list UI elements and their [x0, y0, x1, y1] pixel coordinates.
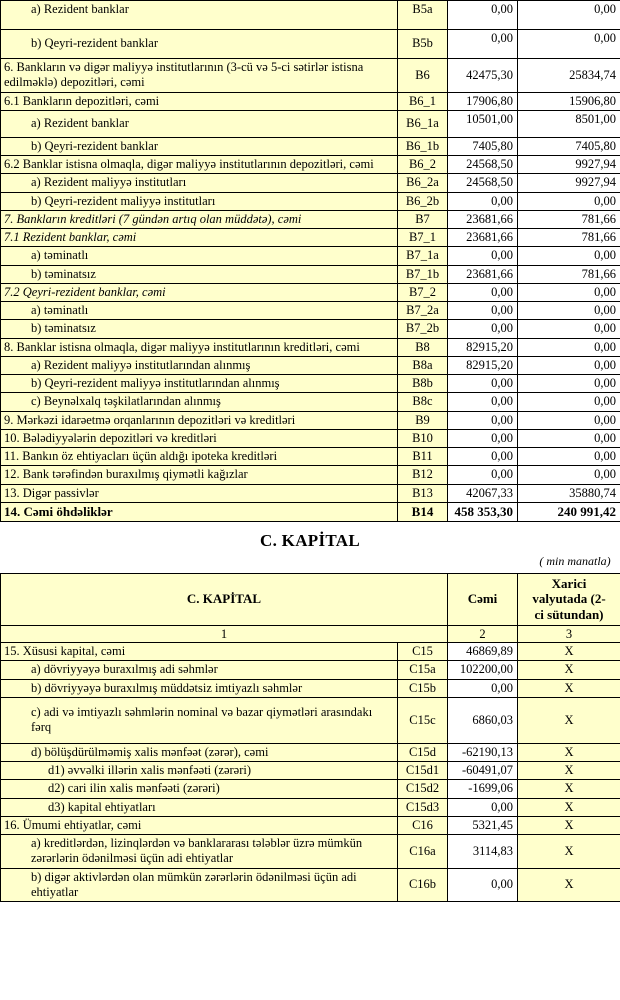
row-label: 15. Xüsusi kapital, cəmi [1, 643, 398, 661]
row-label: 13. Digər passivlər [1, 484, 398, 502]
row-foreign-value: 15906,80 [518, 92, 620, 110]
row-foreign-value: X [518, 679, 620, 697]
row-foreign-value: 0,00 [518, 466, 620, 484]
row-code: B6_1a [398, 110, 448, 137]
row-total-value: 0,00 [448, 375, 518, 393]
table-row [1, 92, 620, 110]
row-code: C15d3 [398, 798, 448, 816]
table-row [1, 502, 620, 521]
row-code: C15a [398, 661, 448, 679]
table-row [1, 302, 620, 320]
row-code: C16 [398, 816, 448, 834]
row-label: 9. Mərkəzi idarəetmə orqanlarının depozitləri və kreditləri [1, 411, 398, 429]
row-foreign-value: X [518, 835, 620, 869]
row-foreign-value: X [518, 868, 620, 902]
row-total-value: 82915,20 [448, 356, 518, 374]
colnum-2: 2 [448, 626, 518, 643]
row-foreign-value: 25834,74 [518, 59, 620, 93]
row-label: 14. Cəmi öhdəliklər [1, 502, 398, 521]
row-total-value: 0,00 [448, 393, 518, 411]
row-foreign-value: 7405,80 [518, 137, 620, 155]
row-label: a) kreditlərdən, lizinqlərdən və banklararası tələblər üzrə mümkün zərərlərin ödənilməsi üçün adi ehtiyatlar [1, 835, 398, 869]
row-code: B8b [398, 375, 448, 393]
table-row [1, 283, 620, 301]
row-code: B7_1a [398, 247, 448, 265]
row-total-value: 24568,50 [448, 156, 518, 174]
row-foreign-value: 0,00 [518, 393, 620, 411]
table-row [1, 762, 620, 780]
row-code: C16a [398, 835, 448, 869]
table-row [1, 356, 620, 374]
capital-header-row [1, 573, 620, 626]
row-foreign-value: X [518, 798, 620, 816]
row-foreign-value: 0,00 [518, 356, 620, 374]
row-total-value: 24568,50 [448, 174, 518, 192]
row-total-value: 0,00 [448, 411, 518, 429]
row-total-value: 0,00 [448, 448, 518, 466]
row-foreign-value: 0,00 [518, 247, 620, 265]
row-total-value: 7405,80 [448, 137, 518, 155]
row-foreign-value: 0,00 [518, 411, 620, 429]
row-label: 6.1 Bankların depozitləri, cəmi [1, 92, 398, 110]
row-foreign-value: 781,66 [518, 229, 620, 247]
row-total-value: 42475,30 [448, 59, 518, 93]
table-row [1, 229, 620, 247]
table-row [1, 30, 620, 59]
row-total-value: 23681,66 [448, 265, 518, 283]
row-label: c) adi və imtiyazlı səhmlərin nominal və bazar qiymətləri arasındakı fərq [1, 697, 398, 743]
table-row [1, 643, 620, 661]
row-code: B6 [398, 59, 448, 93]
row-code: B5b [398, 30, 448, 59]
table-row [1, 320, 620, 338]
row-total-value: 17906,80 [448, 92, 518, 110]
row-foreign-value: X [518, 743, 620, 761]
row-foreign-value: 35880,74 [518, 484, 620, 502]
row-label: b) təminatsız [1, 265, 398, 283]
row-foreign-value: 8501,00 [518, 110, 620, 137]
row-code: B10 [398, 429, 448, 447]
row-code: C16b [398, 868, 448, 902]
row-label: b) Qeyri-rezident banklar [1, 137, 398, 155]
row-total-value: 0,00 [448, 1, 518, 30]
row-code: B8c [398, 393, 448, 411]
row-label: d2) cari ilin xalis mənfəəti (zərəri) [1, 780, 398, 798]
capital-header-foreign: Xarici valyutada (2-ci sütundan) [518, 573, 620, 626]
row-code: C15d1 [398, 762, 448, 780]
row-total-value: 0,00 [448, 30, 518, 59]
table-row [1, 798, 620, 816]
row-label: d3) kapital ehtiyatları [1, 798, 398, 816]
row-label: b) Qeyri-rezident banklar [1, 30, 398, 59]
row-code: B5a [398, 1, 448, 30]
row-label: d) bölüşdürülməmiş xalis mənfəət (zərər), cəmi [1, 743, 398, 761]
row-foreign-value: X [518, 780, 620, 798]
row-foreign-value: X [518, 661, 620, 679]
row-code: B6_1b [398, 137, 448, 155]
row-code: B7_2b [398, 320, 448, 338]
row-label: c) Beynəlxalq təşkilatlarından alınmış [1, 393, 398, 411]
row-code: B8 [398, 338, 448, 356]
row-total-value: 0,00 [448, 679, 518, 697]
row-label: 7.1 Rezident banklar, cəmi [1, 229, 398, 247]
table-row [1, 59, 620, 93]
row-total-value: 46869,89 [448, 643, 518, 661]
capital-header-title: C. KAPİTAL [1, 573, 448, 626]
row-total-value: 0,00 [448, 283, 518, 301]
row-total-value: 10501,00 [448, 110, 518, 137]
table-row [1, 174, 620, 192]
row-code: B13 [398, 484, 448, 502]
row-total-value: -1699,06 [448, 780, 518, 798]
table-row [1, 110, 620, 137]
row-label: b) Qeyri-rezident maliyyə institutları [1, 192, 398, 210]
row-foreign-value: X [518, 762, 620, 780]
colnum-1: 1 [1, 626, 448, 643]
row-foreign-value: X [518, 816, 620, 834]
row-code: B7_1b [398, 265, 448, 283]
table-row [1, 484, 620, 502]
row-code: B6_1 [398, 92, 448, 110]
row-label: d1) əvvəlki illərin xalis mənfəəti (zərəri) [1, 762, 398, 780]
row-label: b) digər aktivlərdən olan mümkün zərərlərin ödənilməsi üçün adi ehtiyatlar [1, 868, 398, 902]
row-foreign-value: 0,00 [518, 320, 620, 338]
table-row [1, 192, 620, 210]
unit-note-container [0, 552, 620, 570]
row-label: 7. Bankların kreditləri (7 gündən artıq olan müddətə), cəmi [1, 210, 398, 228]
table-row [1, 156, 620, 174]
row-total-value: 6860,03 [448, 697, 518, 743]
table-row [1, 137, 620, 155]
row-total-value: 3114,83 [448, 835, 518, 869]
row-total-value: 0,00 [448, 429, 518, 447]
row-total-value: 23681,66 [448, 229, 518, 247]
row-code: B6_2b [398, 192, 448, 210]
table-row [1, 697, 620, 743]
table-row [1, 375, 620, 393]
table-row [1, 835, 620, 869]
table-row [1, 466, 620, 484]
row-foreign-value: 0,00 [518, 192, 620, 210]
row-label: b) dövriyyəyə buraxılmış müddətsiz imtiyazlı səhmlər [1, 679, 398, 697]
row-foreign-value: 0,00 [518, 1, 620, 30]
table-row [1, 1, 620, 30]
row-code: C15c [398, 697, 448, 743]
row-foreign-value: 0,00 [518, 338, 620, 356]
row-label: 10. Bələdiyyələrin depozitləri və kreditləri [1, 429, 398, 447]
table-row [1, 247, 620, 265]
row-label: 12. Bank tərəfindən buraxılmış qiymətli kağızlar [1, 466, 398, 484]
row-code: B7_1 [398, 229, 448, 247]
row-total-value: 102200,00 [448, 661, 518, 679]
unit-note: ( min manatla) [539, 553, 611, 568]
capital-colnum-row [1, 626, 620, 643]
row-code: C15b [398, 679, 448, 697]
row-total-value: 0,00 [448, 798, 518, 816]
table-row [1, 868, 620, 902]
row-foreign-value: X [518, 697, 620, 743]
row-code: B12 [398, 466, 448, 484]
row-code: B9 [398, 411, 448, 429]
row-foreign-value: 781,66 [518, 210, 620, 228]
row-total-value: 23681,66 [448, 210, 518, 228]
table-row [1, 338, 620, 356]
table-row [1, 411, 620, 429]
table-row [1, 265, 620, 283]
row-total-value: 5321,45 [448, 816, 518, 834]
table-row [1, 679, 620, 697]
row-foreign-value: 240 991,42 [518, 502, 620, 521]
row-label: 6. Bankların və digər maliyyə institutlarının (3-cü və 5-ci sətirlər istisna edilməklə) depozitləri, cəmi [1, 59, 398, 93]
row-foreign-value: 0,00 [518, 283, 620, 301]
row-label: 16. Ümumi ehtiyatlar, cəmi [1, 816, 398, 834]
table-row [1, 429, 620, 447]
row-label: a) Rezident banklar [1, 1, 398, 30]
row-total-value: 0,00 [448, 247, 518, 265]
row-label: a) Rezident maliyyə institutları [1, 174, 398, 192]
row-code: C15d2 [398, 780, 448, 798]
row-code: B6_2a [398, 174, 448, 192]
row-foreign-value: X [518, 643, 620, 661]
row-total-value: 0,00 [448, 868, 518, 902]
row-total-value: 0,00 [448, 466, 518, 484]
table-row [1, 816, 620, 834]
table-row [1, 448, 620, 466]
row-foreign-value: 0,00 [518, 375, 620, 393]
row-total-value: 0,00 [448, 320, 518, 338]
row-label: 7.2 Qeyri-rezident banklar, cəmi [1, 283, 398, 301]
row-label: a) Rezident maliyyə institutlarından alınmış [1, 356, 398, 374]
row-code: C15d [398, 743, 448, 761]
capital-header-total: Cəmi [448, 573, 518, 626]
row-label: b) Qeyri-rezident maliyyə institutlarından alınmış [1, 375, 398, 393]
row-code: B14 [398, 502, 448, 521]
row-label: 6.2 Banklar istisna olmaqla, digər maliyyə institutlarının depozitləri, cəmi [1, 156, 398, 174]
row-label: a) təminatlı [1, 247, 398, 265]
capital-table [0, 573, 620, 903]
row-total-value: -60491,07 [448, 762, 518, 780]
row-foreign-value: 9927,94 [518, 174, 620, 192]
row-code: B7_2a [398, 302, 448, 320]
row-label: a) Rezident banklar [1, 110, 398, 137]
row-foreign-value: 0,00 [518, 302, 620, 320]
row-total-value: 0,00 [448, 192, 518, 210]
row-label: 11. Bankın öz ehtiyacları üçün aldığı ipoteka kreditləri [1, 448, 398, 466]
table-row [1, 661, 620, 679]
table-row [1, 393, 620, 411]
row-foreign-value: 0,00 [518, 30, 620, 59]
row-total-value: 458 353,30 [448, 502, 518, 521]
row-foreign-value: 0,00 [518, 429, 620, 447]
section-title: C. KAPİTAL [260, 530, 360, 550]
row-total-value: 0,00 [448, 302, 518, 320]
row-label: 8. Banklar istisna olmaqla, digər maliyyə institutlarının kreditləri, cəmi [1, 338, 398, 356]
row-foreign-value: 781,66 [518, 265, 620, 283]
row-code: B6_2 [398, 156, 448, 174]
colnum-3: 3 [518, 626, 620, 643]
row-foreign-value: 9927,94 [518, 156, 620, 174]
table-row [1, 780, 620, 798]
table-row [1, 210, 620, 228]
row-label: a) dövriyyəyə buraxılmış adi səhmlər [1, 661, 398, 679]
row-code: B8a [398, 356, 448, 374]
table-row [1, 743, 620, 761]
row-label: a) təminatlı [1, 302, 398, 320]
row-foreign-value: 0,00 [518, 448, 620, 466]
row-code: C15 [398, 643, 448, 661]
row-total-value: -62190,13 [448, 743, 518, 761]
row-label: b) təminatsız [1, 320, 398, 338]
row-code: B11 [398, 448, 448, 466]
row-total-value: 42067,33 [448, 484, 518, 502]
row-code: B7 [398, 210, 448, 228]
row-code: B7_2 [398, 283, 448, 301]
row-total-value: 82915,20 [448, 338, 518, 356]
